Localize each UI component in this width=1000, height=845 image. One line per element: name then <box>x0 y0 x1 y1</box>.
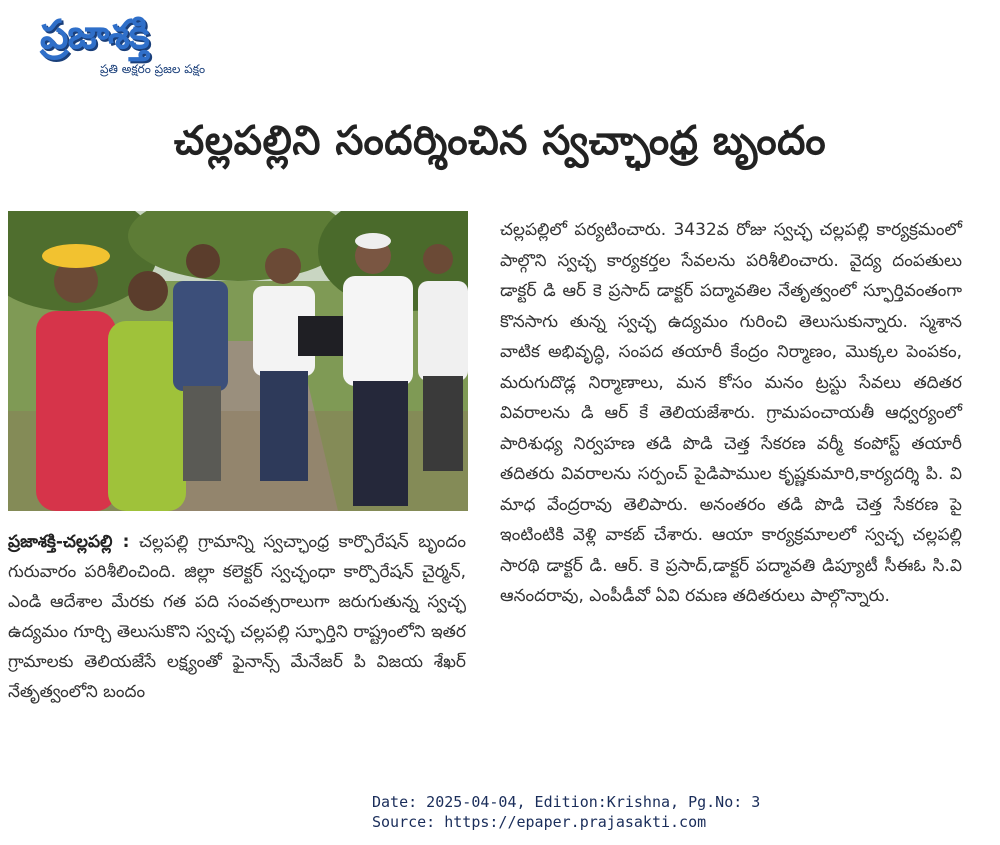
article-headline: చల్లపల్లిని సందర్శించిన స్వచ్ఛాంధ్ర బృందం <box>173 118 827 164</box>
article-body-left <box>8 527 466 707</box>
photo-illustration <box>8 211 468 511</box>
footer-date-line: Date: 2025-04-04, Edition:Krishna, Pg.No: 3 <box>372 793 761 811</box>
masthead-logo <box>40 8 280 88</box>
article-dateline: ప్రజాశక్తి-చల్లపల్లి : <box>8 532 130 552</box>
article-left-text: చల్లపల్లి గ్రామాన్ని స్వచ్ఛాంధ్ర కార్పొరేషన్ బృందం గురువారం పరిశీలించింది. జిల్లా కలెక్టర్ స్వచ్ఛంధా కార్పొరేషన్ చైర్మన్, ఎండి ఆదేశాల మేరకు గత పది సంవత్సరాలుగా జరుగుతున్న స్వచ్ఛ ఉద్యమం గూర్చి తెలుసుకొని స్వచ్ఛ చల్లపల్లి స్ఫూర్తిని రాష్ట్రంలోని ఇతర గ్రామాలకు తెలియజేసే లక్ష్యంతో ఫైనాన్స్ మేనేజర్ పి విజయ శేఖర్ నేతృత్వంలోని బందం <box>8 532 466 702</box>
newspaper-tagline: ప్రతి అక్షరం ప్రజల పక్షం <box>100 62 206 76</box>
footer-source-line: Source: https://epaper.prajasakti.com <box>372 813 707 831</box>
newspaper-name: ప్రజాశక్తి <box>40 12 149 58</box>
source-footer <box>372 792 760 832</box>
article-photo <box>8 211 468 511</box>
article-body-right: చల్లపల్లిలో పర్యటించారు. 3432వ రోజు స్వచ్ఛ చల్లపల్లి కార్యక్రమంలో పాల్గొని స్వచ్ఛ కార్యకర్తల సేవలను పరిశీలించారు. వైద్య దంపతులు డాక్టర్ డి ఆర్ కె ప్రసాద్ డాక్టర్ పద్మావతిల నేతృత్వంలో స్ఫూర్తివంతంగా కొనసాగు తున్న స్వచ్ఛ ఉద్యమం గురించి తెలుసుకున్నారు. స్మశాన వాటిక అభివృద్ధి, సంపద తయారీ కేంద్రం నిర్మాణం, మొక్కల పెంపకం, మరుగుదొడ్ల నిర్మాణాలు, మన కోసం మనం ట్రస్టు సేవలు తదితర వివరాలను డి ఆర్ కే తెలియజేశారు. గ్రామపంచాయతీ ఆధ్వర్యంలో పారిశుధ్య నిర్వహణ తడి పొడి చెత్త సేకరణ వర్మీ కంపోస్ట్ తయారీ తదితరు వివరాలను సర్పంచ్ పైడిపాముల కృష్ణకుమారి,కార్యదర్శి పి. వి మాధ వేంద్రరావు తెలిపారు. అనంతరం తడి పొడి చెత్త సేకరణ పై ఇంటింటికి వెళ్లి వాకబ్ చేశారు. ఆయా కార్యక్రమాలలో స్వచ్ఛ చల్లపల్లి సారథి డాక్టర్ డి. ఆర్. కె ప్రసాద్,డాక్టర్ పద్మావతి డిప్యూటీ సీఈఓ సి.వి ఆనందరావు, ఎంపీడీవో ఏవి రమణ తదితరులు పాల్గొన్నారు. <box>500 220 962 606</box>
